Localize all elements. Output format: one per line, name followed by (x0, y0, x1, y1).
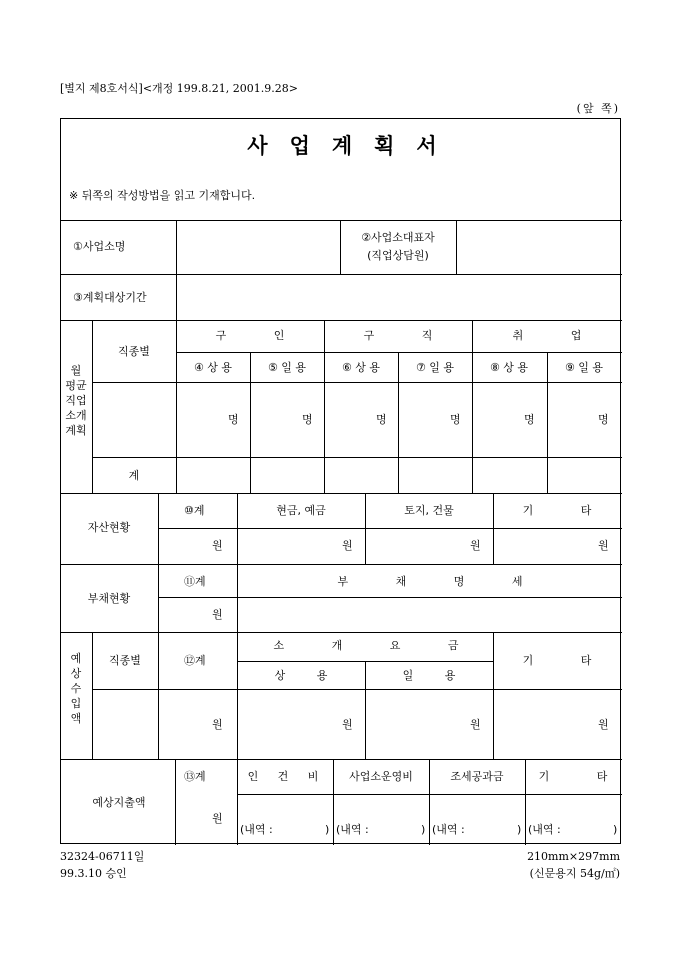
rule (158, 564, 159, 632)
debt-detail-header: 부 채 명 세 (337, 575, 545, 588)
rule (61, 320, 622, 321)
expense-personnel-label: 인 건 비 (247, 770, 327, 783)
monthly-total-label: 계 (128, 469, 140, 482)
rule (61, 632, 622, 633)
approval-date: 99.3.10 승인 (60, 867, 127, 880)
fee-regular-label: 상 용 (274, 669, 342, 682)
representative-label: ②사업소대표자 (361, 231, 435, 244)
rule (525, 759, 526, 845)
detail-open: (내역 : (240, 823, 273, 836)
assets-other-label: 기 타 (522, 504, 614, 517)
rule (158, 597, 622, 598)
col-daily-seek: ⑦ 일 용 (415, 361, 455, 374)
fee-header: 소 개 요 금 (273, 639, 481, 652)
group-job-offer: 구 인 (215, 329, 307, 342)
business-plan-form (60, 118, 630, 844)
unit-won: 원 (598, 718, 609, 731)
detail-close: ) (325, 823, 330, 836)
rule (237, 632, 238, 759)
col-regular-offer: ④ 상 용 (193, 361, 233, 374)
unit-person: 명 (228, 413, 239, 426)
income-total-label: ⑫계 (184, 654, 206, 667)
group-job-seek: 구 직 (363, 329, 455, 342)
detail-close: ) (421, 823, 426, 836)
rule (250, 352, 251, 493)
rule (398, 352, 399, 493)
unit-won: 원 (342, 718, 353, 731)
unit-person: 명 (598, 413, 609, 426)
office-name-field[interactable] (176, 221, 340, 274)
income-job-type-label: 직종별 (109, 654, 141, 667)
rule (176, 352, 622, 353)
group-employment: 취 업 (512, 329, 604, 342)
representative-field[interactable] (457, 221, 621, 274)
unit-won: 원 (470, 718, 481, 731)
unit-person: 명 (524, 413, 535, 426)
rule (333, 759, 334, 845)
debt-total-label: ⑪계 (184, 575, 206, 588)
assets-cash-label: 현금, 예금 (276, 504, 326, 517)
rule (472, 320, 473, 493)
monthly-job-type-label: 직종별 (118, 345, 150, 358)
debt-label: 부채현황 (87, 592, 131, 605)
col-daily-employ: ⑨ 일 용 (564, 361, 604, 374)
rule (493, 493, 494, 564)
unit-won: 원 (212, 718, 223, 731)
rule (340, 220, 341, 274)
paper-type: (신문용지 54g/㎡) (529, 867, 620, 880)
rule (547, 352, 548, 493)
rule (429, 759, 430, 845)
unit-won: 원 (212, 812, 223, 825)
rule (92, 320, 93, 493)
monthly-plan-label: 월 평균 직업 소개 계획 (65, 364, 87, 437)
income-other-label: 기 타 (522, 654, 614, 667)
unit-won: 원 (470, 539, 481, 552)
rule (175, 759, 176, 845)
assets-label: 자산현황 (87, 521, 131, 534)
detail-close: ) (517, 823, 522, 836)
rule (61, 493, 622, 494)
rule (365, 661, 366, 759)
rule (92, 382, 622, 383)
fee-daily-label: 일 용 (402, 669, 470, 682)
col-daily-offer: ⑤ 일 용 (267, 361, 307, 374)
rule (493, 632, 494, 759)
rule (92, 632, 93, 759)
page-side-label: (앞 쪽) (576, 102, 620, 115)
rule (237, 759, 238, 845)
expense-total-label: ⑬계 (184, 770, 206, 783)
unit-person: 명 (376, 413, 387, 426)
rule (237, 493, 238, 564)
rule (61, 759, 622, 760)
unit-won: 원 (212, 608, 223, 621)
plan-period-field[interactable] (176, 275, 621, 320)
assets-total-label: ⑩계 (184, 504, 205, 517)
rule (92, 689, 622, 690)
rule (158, 632, 159, 759)
notice-text: ※ 뒤쪽의 작성방법을 읽고 기재합니다. (69, 189, 256, 202)
unit-won: 원 (598, 539, 609, 552)
paper-size: 210mm×297mm (527, 850, 620, 863)
assets-land-label: 토지, 건물 (404, 504, 454, 517)
form-title: 사업계획서 (247, 134, 459, 158)
form-code: 32324-06711일 (60, 850, 145, 863)
unit-won: 원 (342, 539, 353, 552)
rule (324, 320, 325, 493)
income-label: 예 상 수 입 액 (70, 652, 82, 725)
footer-right (527, 848, 620, 882)
unit-person: 명 (302, 413, 313, 426)
detail-open: (내역 : (432, 823, 465, 836)
rule (237, 564, 238, 632)
expense-operation-label: 사업소운영비 (349, 770, 413, 783)
rule (158, 493, 159, 564)
detail-close: ) (613, 823, 618, 836)
col-regular-employ: ⑧ 상 용 (489, 361, 529, 374)
expense-label: 예상지출액 (92, 796, 146, 809)
col-regular-seek: ⑥ 상 용 (341, 361, 381, 374)
rule (158, 528, 622, 529)
rule (365, 493, 366, 564)
representative-sub-label: (직업상담원) (367, 249, 429, 262)
footer-left (60, 848, 144, 882)
detail-open: (내역 : (336, 823, 369, 836)
detail-open: (내역 : (528, 823, 561, 836)
unit-person: 명 (450, 413, 461, 426)
expense-tax-label: 조세공과금 (450, 770, 504, 783)
rule (176, 320, 177, 493)
unit-won: 원 (212, 539, 223, 552)
plan-period-label: ③계획대상기간 (73, 291, 147, 304)
office-name-label: ①사업소명 (73, 240, 126, 253)
rule (92, 457, 622, 458)
rule (61, 564, 622, 565)
form-reference: [별지 제8호서식]<개정 199.8.21, 2001.9.28> (60, 82, 298, 95)
expense-other-label: 기 타 (538, 770, 630, 783)
